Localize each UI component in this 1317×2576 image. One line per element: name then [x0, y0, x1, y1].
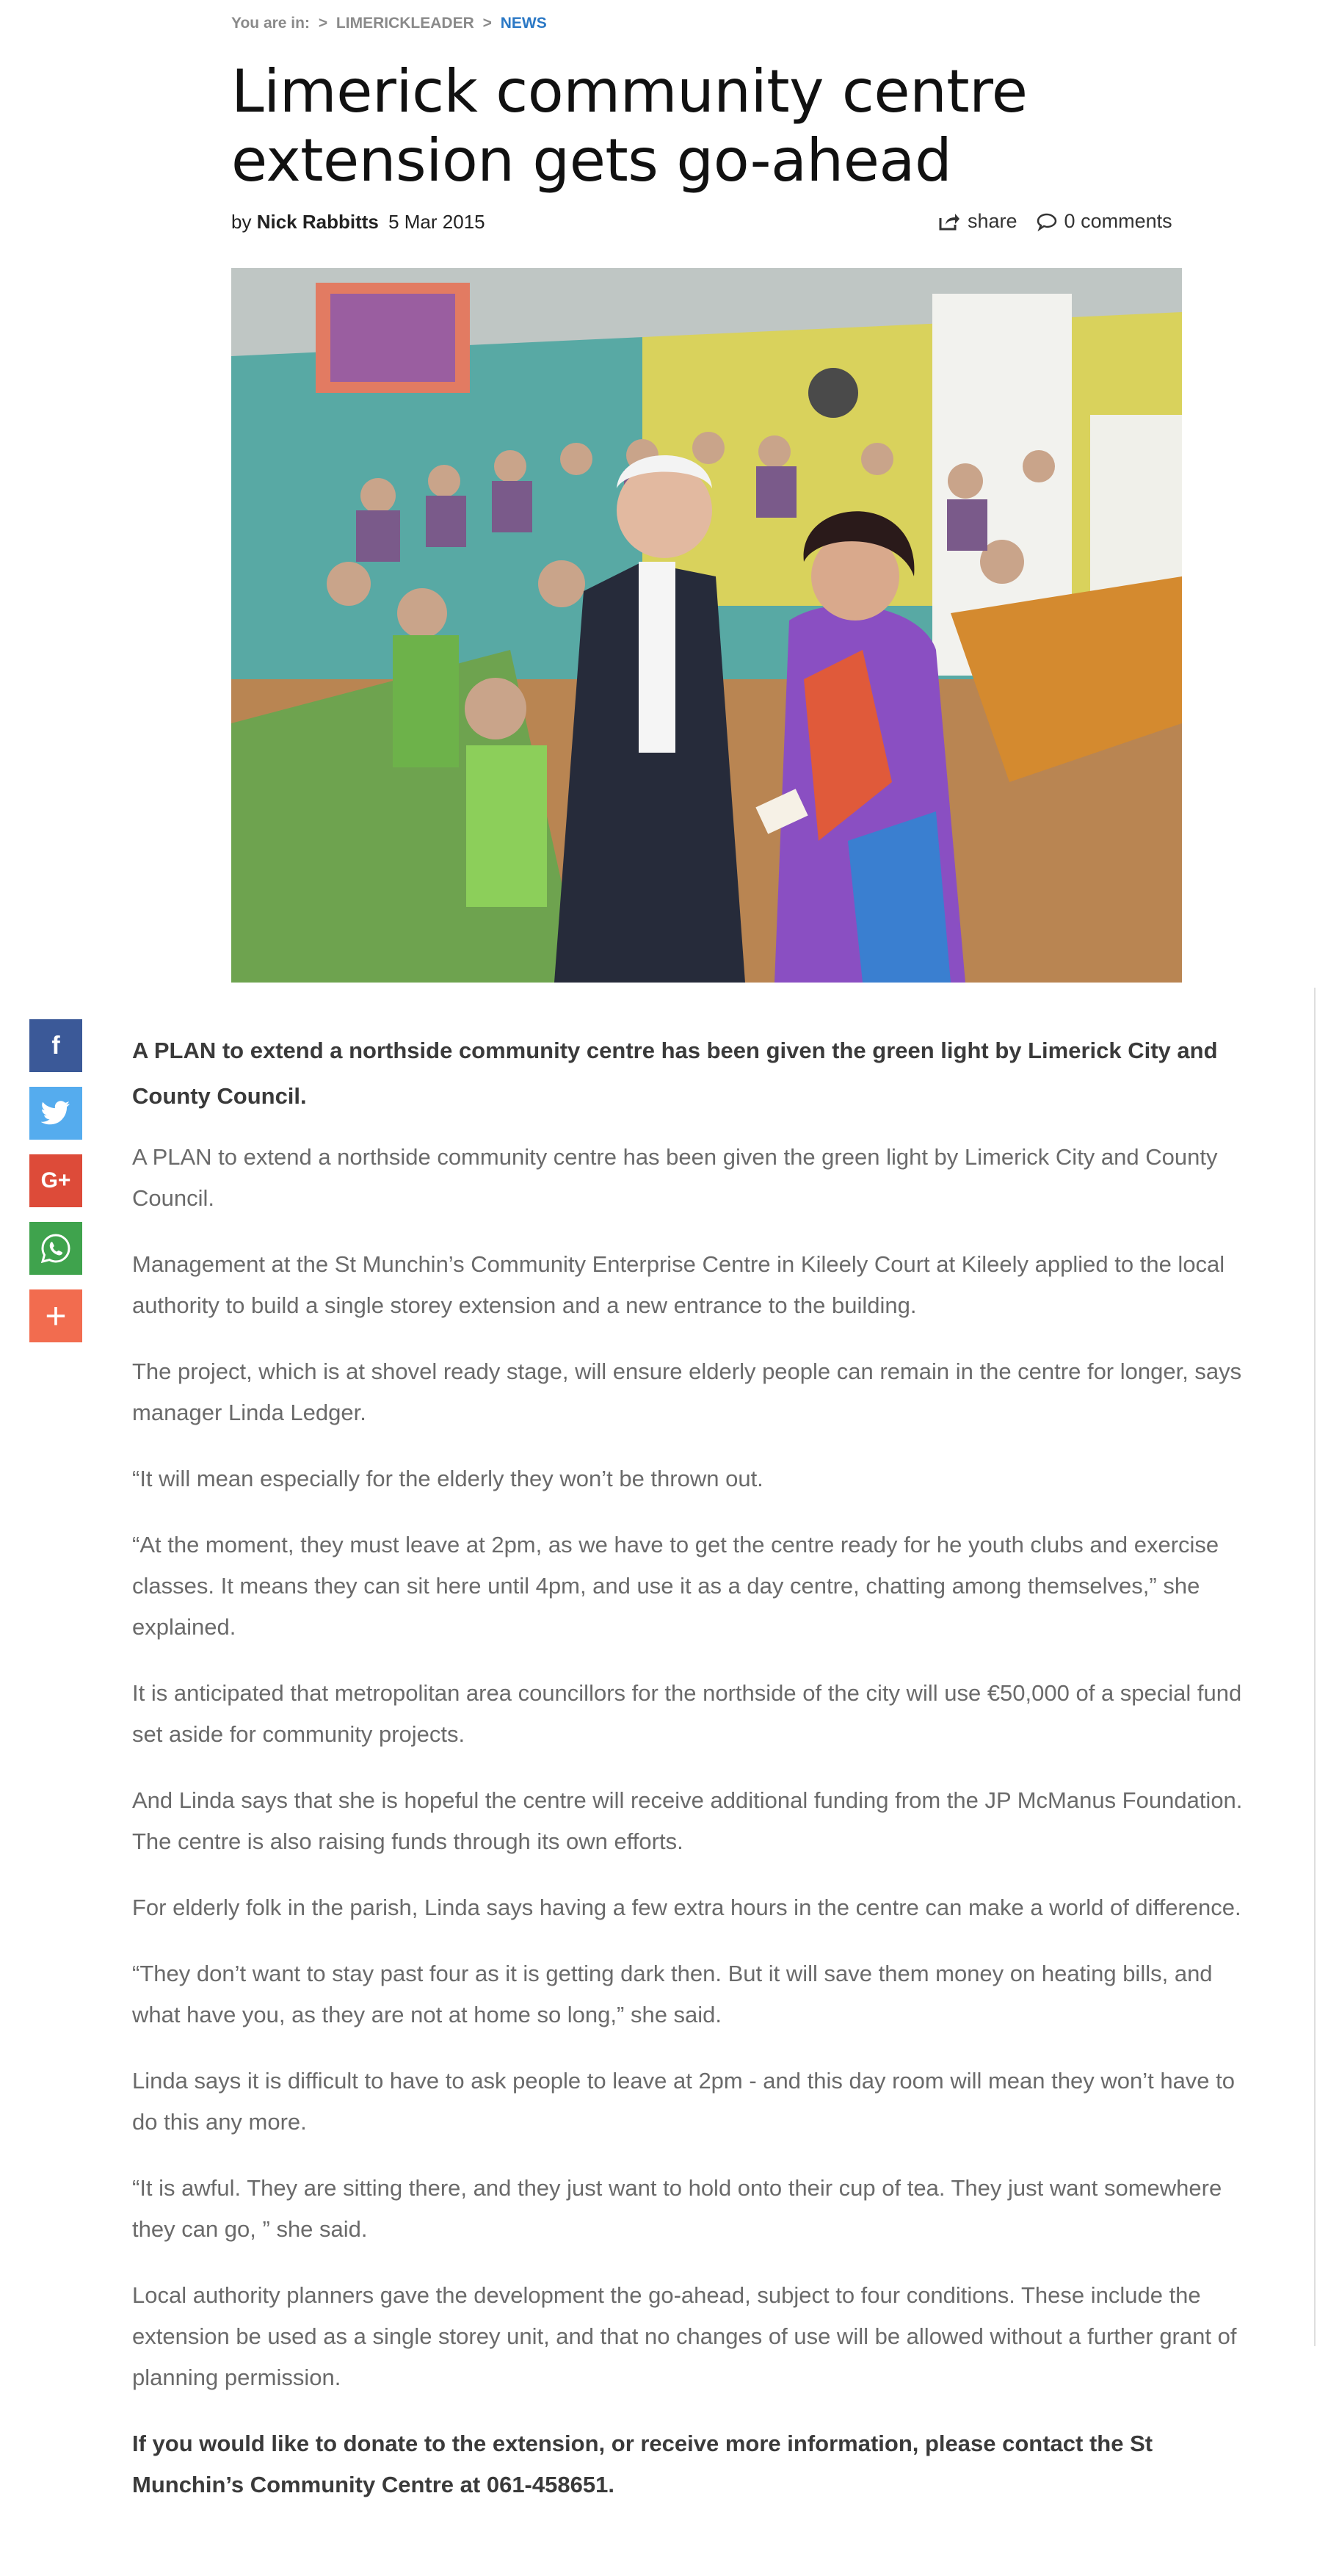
breadcrumb-site-link[interactable]: LIMERICKLEADER [335, 15, 474, 32]
article-paragraph: Local authority planners gave the development the go-ahead, subject to four conditions. These include the extension be used as a single storey unit, and that no changes of use will be allowed without a further grant of planning permission. [132, 2282, 1237, 2390]
author-link[interactable]: Nick Rabbitts [256, 211, 379, 233]
article-paragraph: For elderly folk in the parish, Linda says having a few extra hours in the centre can make a world of difference. [132, 1895, 1241, 1920]
plus-icon: + [45, 1295, 67, 1336]
article-headline: Limerick community centre extension gets go-ahead [231, 57, 1028, 195]
comment-icon [1037, 212, 1057, 231]
facebook-share-button[interactable] [29, 1019, 82, 1072]
share-icon [938, 212, 960, 231]
publish-date: 5 Mar 2015 [388, 211, 485, 233]
twitter-icon [41, 1101, 70, 1126]
article-paragraph: “It will mean especially for the elderly they won’t be thrown out. [132, 1466, 763, 1491]
breadcrumb-separator: > [482, 15, 492, 32]
breadcrumb-prefix: You are in: [231, 15, 310, 32]
twitter-share-button[interactable] [29, 1087, 82, 1140]
social-share-bar [29, 1019, 82, 1357]
article-paragraph: “They don’t want to stay past four as it is getting dark then. But it will save them money on heating bills, and what have you, as they are not at home so long,” she said. [132, 1961, 1213, 2027]
article-paragraph: “It is awful. They are sitting there, and they just want to hold onto their cup of tea. They just want somewhere they can go, ” she said. [132, 2175, 1222, 2242]
article-paragraph: The project, which is at shovel ready stage, will ensure elderly people can remain in the centre for longer, says manager Linda Ledger. [132, 1358, 1242, 1425]
article-contact-note: If you would like to donate to the extension, or receive more information, please contact the St Munchin’s Community Centre at 061-458651. [132, 2431, 1153, 2497]
google-plus-icon: G+ [40, 1168, 71, 1193]
article-paragraph: Linda says it is difficult to have to ask people to leave at 2pm - and this day room will mean they won’t have to do this any more. [132, 2068, 1236, 2135]
article-lead: A PLAN to extend a northside community centre has been given the green light by Limerick City and County Council. [132, 1038, 1218, 1109]
comments-link[interactable] [1037, 210, 1172, 233]
sidebar-divider [1314, 988, 1316, 2346]
share-label: share [968, 210, 1017, 232]
facebook-icon: f [51, 1031, 60, 1060]
whatsapp-share-button[interactable] [29, 1222, 82, 1275]
article-actions [938, 210, 1191, 233]
more-share-button[interactable] [29, 1289, 82, 1342]
article-hero-image [231, 268, 1182, 983]
breadcrumb-separator: > [318, 15, 328, 32]
article-body [132, 1028, 1263, 2530]
byline-prefix: by [231, 211, 252, 233]
share-button[interactable] [938, 210, 1017, 233]
breadcrumb-section-link[interactable]: NEWS [500, 15, 547, 32]
breadcrumb [231, 15, 547, 32]
article-paragraph: And Linda says that she is hopeful the centre will receive additional funding from the JP McManus Foundation. The centre is also raising funds through its own efforts. [132, 1787, 1243, 1854]
comments-label: 0 comments [1064, 210, 1172, 232]
byline [231, 211, 485, 234]
community-centre-photo [231, 268, 1182, 983]
whatsapp-icon [40, 1233, 71, 1264]
article-paragraph: It is anticipated that metropolitan area councillors for the northside of the city will use €50,000 of a special fund set aside for community projects. [132, 1680, 1242, 1747]
google-plus-share-button[interactable] [29, 1154, 82, 1207]
article-paragraph: A PLAN to extend a northside community centre has been given the green light by Limerick City and County Council. [132, 1144, 1218, 1211]
article-paragraph: Management at the St Munchin’s Community Enterprise Centre in Kileely Court at Kileely applied to the local authority to build a single storey extension and a new entrance to the building. [132, 1251, 1225, 1318]
article-paragraph: “At the moment, they must leave at 2pm, as we have to get the centre ready for he youth clubs and exercise classes. It means they can sit here until 4pm, and use it as a day centre, chatting among themselves,” she explained. [132, 1532, 1219, 1640]
